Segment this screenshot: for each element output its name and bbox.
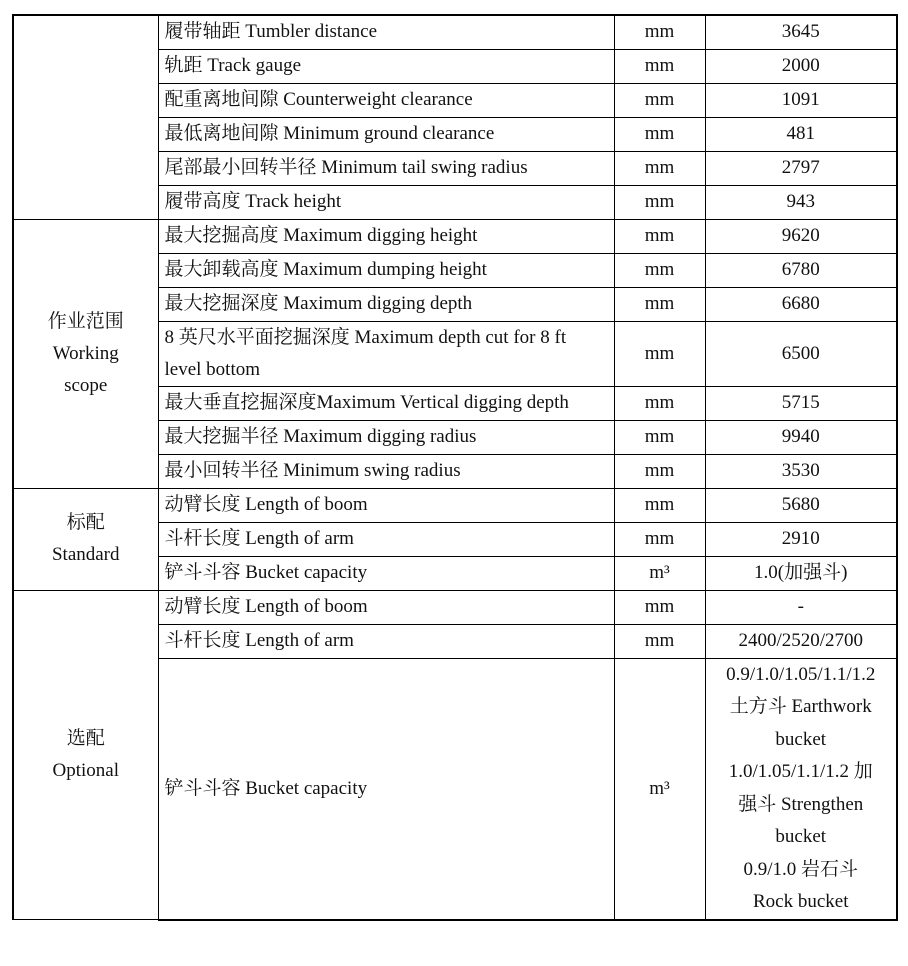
group-cell-standard	[13, 488, 158, 590]
item-cell: 动臂长度 Length of boom	[158, 488, 614, 522]
item-cell: 轨距 Track gauge	[158, 49, 614, 83]
unit-cell: mm	[614, 83, 705, 117]
value-cell: 6500	[705, 321, 897, 386]
unit-cell: mm	[614, 185, 705, 219]
item-cell: 最大挖掘高度 Maximum digging height	[158, 219, 614, 253]
unit-cell: mm	[614, 321, 705, 386]
unit-cell: mm	[614, 386, 705, 420]
group-label-zh: 作业范围	[47, 310, 124, 332]
item-cell: 尾部最小回转半径 Minimum tail swing radius	[158, 151, 614, 185]
unit-cell: mm	[614, 488, 705, 522]
item-cell: 8 英尺水平面挖掘深度 Maximum depth cut for 8 ft level bottom	[158, 321, 614, 386]
value-cell: 2797	[705, 151, 897, 185]
item-cell: 斗杆长度 Length of arm	[158, 522, 614, 556]
unit-cell: mm	[614, 287, 705, 321]
value-cell: 5715	[705, 386, 897, 420]
value-cell: 9940	[705, 420, 897, 454]
unit-cell: mm	[614, 151, 705, 185]
group-cell-optional	[13, 590, 158, 920]
value-cell: 3530	[705, 454, 897, 488]
value-cell: 943	[705, 185, 897, 219]
unit-cell: m³	[614, 556, 705, 590]
group-label-zh: 选配	[66, 727, 105, 749]
table-row	[13, 590, 897, 624]
group-label-en: scope	[64, 374, 108, 396]
item-cell: 动臂长度 Length of boom	[158, 590, 614, 624]
value-cell: 481	[705, 117, 897, 151]
item-cell: 配重离地间隙 Counterweight clearance	[158, 83, 614, 117]
item-cell: 最大挖掘半径 Maximum digging radius	[158, 420, 614, 454]
value-cell: 6680	[705, 287, 897, 321]
item-cell: 最大卸载高度 Maximum dumping height	[158, 253, 614, 287]
value-line: 0.9/1.0 岩石斗	[743, 858, 859, 880]
group-label-zh: 标配	[66, 512, 105, 533]
value-line: bucket	[775, 728, 827, 750]
item-cell: 最大垂直挖掘深度Maximum Vertical digging depth	[158, 386, 614, 420]
unit-cell: mm	[614, 253, 705, 287]
group-label-en: Standard	[51, 544, 120, 565]
group-label-en: Working	[52, 342, 119, 364]
item-cell: 最低离地间隙 Minimum ground clearance	[158, 117, 614, 151]
unit-cell: mm	[614, 15, 705, 49]
value-line: 土方斗 Earthwork	[729, 696, 872, 717]
item-cell: 斗杆长度 Length of arm	[158, 624, 614, 658]
unit-cell: mm	[614, 522, 705, 556]
table-row	[13, 219, 897, 253]
unit-cell: mm	[614, 590, 705, 624]
value-cell: 5680	[705, 488, 897, 522]
value-cell: 1.0(加强斗)	[705, 556, 897, 590]
value-cell: 2400/2520/2700	[705, 624, 897, 658]
item-cell: 最小回转半径 Minimum swing radius	[158, 454, 614, 488]
value-cell: 6780	[705, 253, 897, 287]
value-cell	[705, 658, 897, 920]
value-cell: 3645	[705, 15, 897, 49]
item-cell: 履带高度 Track height	[158, 185, 614, 219]
value-line: bucket	[775, 826, 827, 847]
group-cell-chassis	[13, 15, 158, 219]
item-cell: 最大挖掘深度 Maximum digging depth	[158, 287, 614, 321]
spec-table	[12, 14, 898, 921]
value-cell: 2910	[705, 522, 897, 556]
unit-cell: mm	[614, 454, 705, 488]
unit-cell: m³	[614, 658, 705, 920]
value-line: 1.0/1.05/1.1/1.2 加	[728, 761, 873, 782]
group-cell-working-scope	[13, 219, 158, 488]
item-cell: 铲斗斗容 Bucket capacity	[158, 658, 614, 920]
value-cell: 9620	[705, 219, 897, 253]
value-cell: 2000	[705, 49, 897, 83]
value-cell: -	[705, 590, 897, 624]
value-line: 0.9/1.0/1.05/1.1/1.2	[726, 663, 876, 685]
unit-cell: mm	[614, 49, 705, 83]
group-label-en: Optional	[52, 759, 119, 781]
unit-cell: mm	[614, 420, 705, 454]
item-cell: 铲斗斗容 Bucket capacity	[158, 556, 614, 590]
item-cell: 履带轴距 Tumbler distance	[158, 15, 614, 49]
value-line: Rock bucket	[752, 891, 849, 912]
value-cell: 1091	[705, 83, 897, 117]
unit-cell: mm	[614, 219, 705, 253]
table-row	[13, 488, 897, 522]
value-line: 强斗 Strengthen	[738, 793, 864, 815]
table-row	[13, 15, 897, 49]
unit-cell: mm	[614, 117, 705, 151]
unit-cell: mm	[614, 624, 705, 658]
